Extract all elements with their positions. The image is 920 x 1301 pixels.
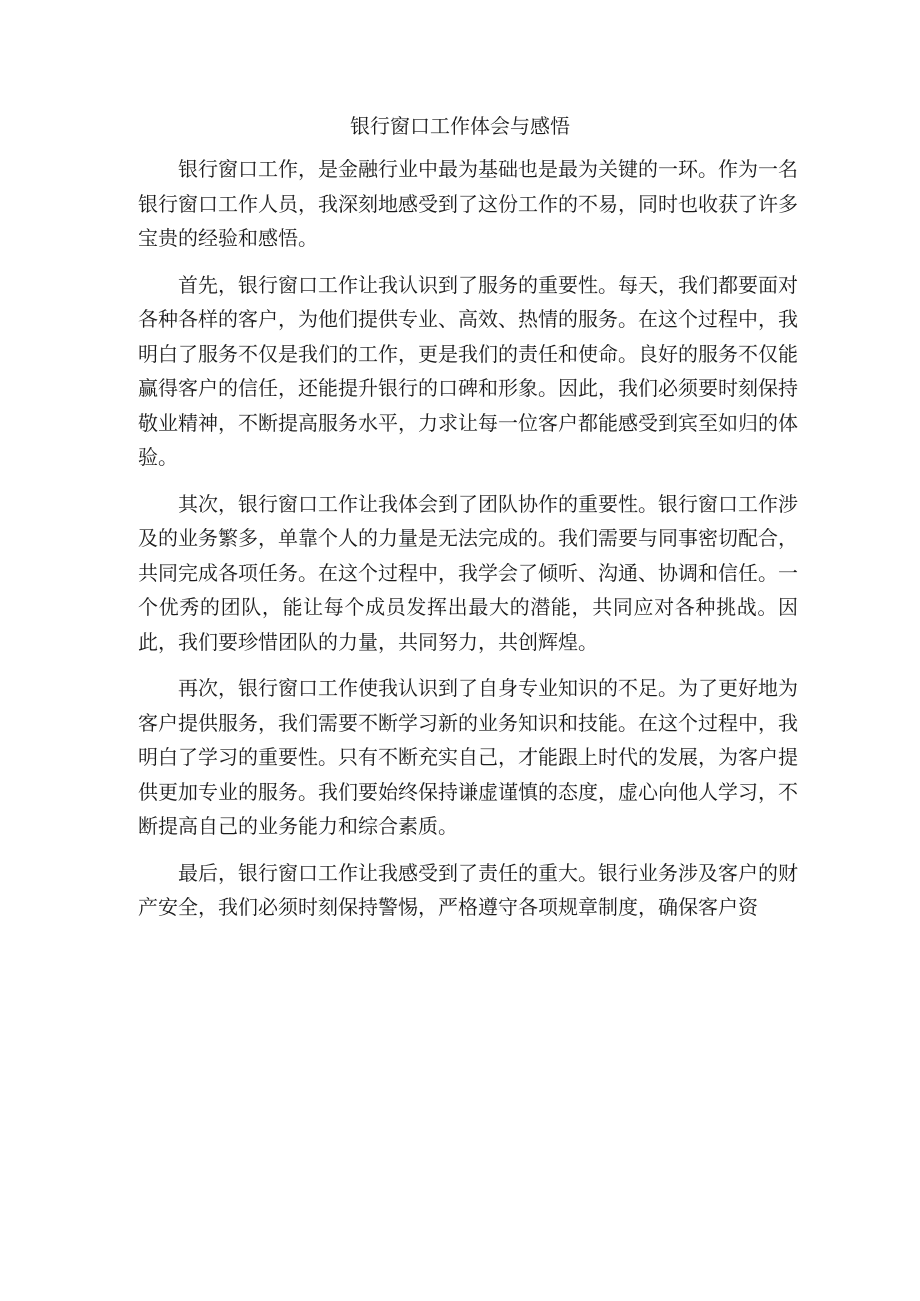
paragraph-last: 最后，银行窗口工作让我感受到了责任的重大。银行业务涉及客户的财产安全，我们必须时刻保持警惕，严格遵守各项规章制度，确保客户资	[138, 860, 798, 919]
paragraph-second: 其次，银行窗口工作让我体会到了团队协作的重要性。银行窗口工作涉及的业务繁多，单靠个人的力量是无法完成的。我们需要与同事密切配合，共同完成各项任务。在这个过程中，我学会了倾听、沟通、协调和信任。一个优秀的团队，能让每个成员发挥出最大的潜能，共同应对各种挑战。因此，我们要珍惜团队的力量，共同努力，共创辉煌。	[138, 491, 798, 654]
paragraph-intro: 银行窗口工作，是金融行业中最为基础也是最为关键的一环。作为一名银行窗口工作人员，我深刻地感受到了这份工作的不易，同时也收获了许多宝贵的经验和感悟。	[138, 157, 798, 250]
document-title: 银行窗口工作体会与感悟	[350, 114, 570, 138]
paragraph-third: 再次，银行窗口工作使我认识到了自身专业知识的不足。为了更好地为客户提供服务，我们需要不断学习新的业务知识和技能。在这个过程中，我明白了学习的重要性。只有不断充实自己，才能跟上时代的发展，为客户提供更加专业的服务。我们要始终保持谦虚谨慎的态度，虚心向他人学习，不断提高自己的业务能力和综合素质。	[138, 676, 798, 838]
document-body	[138, 152, 798, 937]
paragraph-first: 首先，银行窗口工作让我认识到了服务的重要性。每天，我们都要面对各种各样的客户，为他们提供专业、高效、热情的服务。在这个过程中，我明白了服务不仅是我们的工作，更是我们的责任和使命。良好的服务不仅能赢得客户的信任，还能提升银行的口碑和形象。因此，我们必须要时刻保持敬业精神，不断提高服务水平，力求让每一位客户都能感受到宾至如归的体验。	[138, 272, 798, 469]
